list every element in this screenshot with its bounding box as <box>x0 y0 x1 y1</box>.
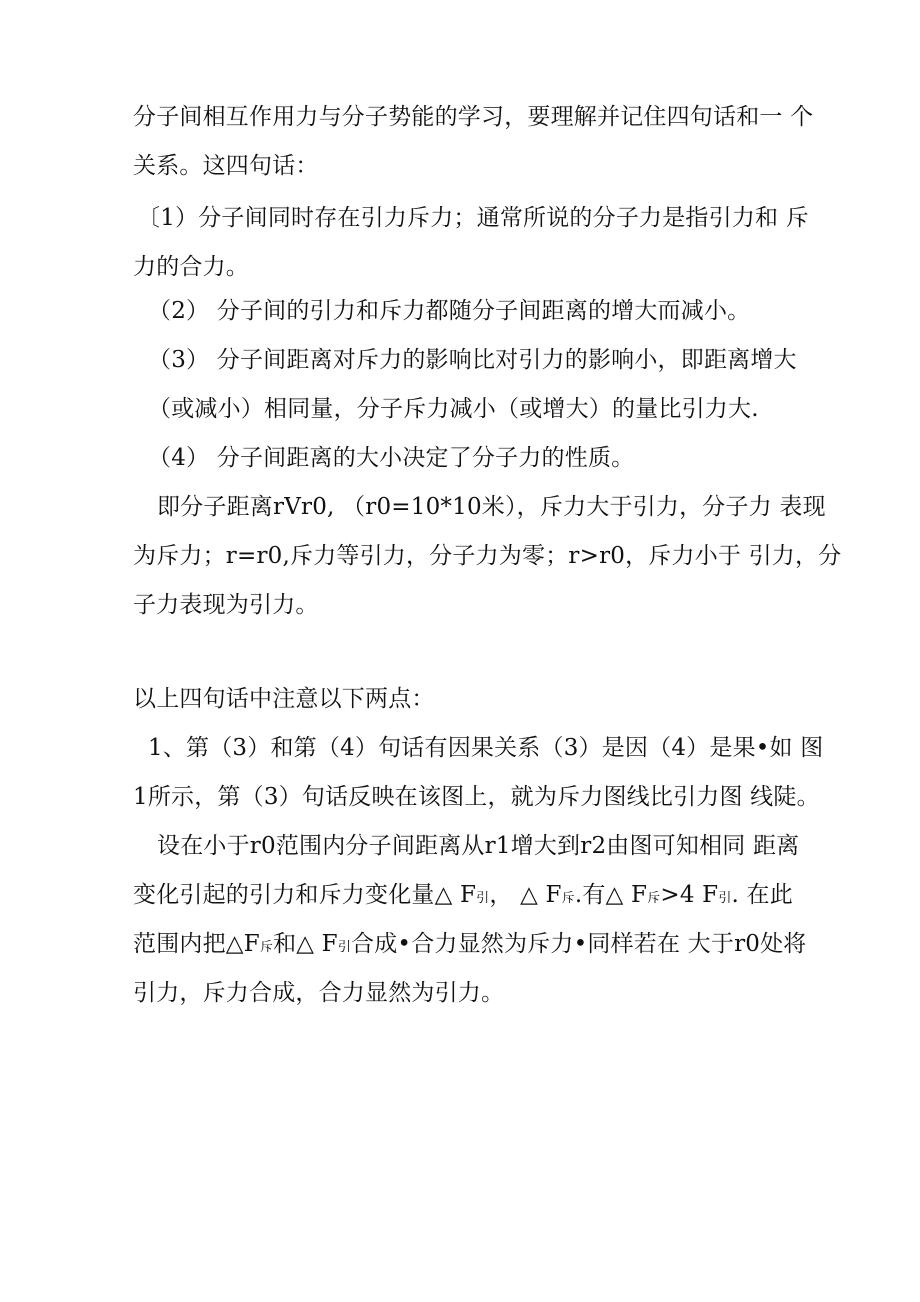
paragraph-line: （3） 分子间距离对斥力的影响比对引力的影响小，即距离增大 <box>148 347 797 373</box>
paragraph-line: 引力，斥力合成，合力显然为引力。 <box>133 980 505 1006</box>
paragraph-line: 即分子距离rVr0, （r0=10*10米），斥力大于引力，分子力 表现 <box>157 494 826 520</box>
paragraph-line: 以上四句话中注意以下两点： <box>133 686 435 712</box>
text-segment: 和△ F <box>273 931 338 957</box>
subscript: 引 <box>718 891 732 906</box>
paragraph-line: 子力表现为引力。 <box>133 592 319 618</box>
text-segment: 范围内把△F <box>133 931 260 957</box>
paragraph-line: 为斥力；r=r0,斥力等引力，分子力为零；r>r0，斥力小于 引力，分 <box>133 543 842 569</box>
paragraph-line: 〔1）分子间同时存在引力斥力；通常所说的分子力是指引力和 斥 <box>137 205 809 231</box>
text-segment: ， △ F <box>489 882 562 908</box>
subscript: 引 <box>476 891 490 906</box>
text-segment: .有△ F <box>574 882 648 908</box>
paragraph-line: 设在小于r0范围内分子间距离从r1增大到r2由图可知相同 距离 <box>157 833 800 859</box>
paragraph-line <box>133 880 793 914</box>
subscript: 斥 <box>561 891 575 906</box>
paragraph-line: （或减小）相同量，分子斥力减小（或增大）的量比引力大. <box>148 396 759 422</box>
subscript: 斥 <box>647 891 661 906</box>
subscript: 斥 <box>259 940 274 955</box>
text-segment: . 在此 <box>731 882 793 908</box>
paragraph-line: （2） 分子间的引力和斥力都随分子间距离的增大而减小。 <box>148 298 751 324</box>
paragraph-line: 分子间相互作用力与分子势能的学习，要理解并记住四句话和一 个 <box>133 104 814 130</box>
subscript: 引 <box>337 940 352 955</box>
text-segment: 合成•合力显然为斥力•同样若在 大于r0处将 <box>351 931 807 957</box>
paragraph-line: 1、第（3）和第（4）句话有因果关系（3）是因（4）是果•如 图 <box>148 735 824 761</box>
paragraph-line <box>133 929 807 963</box>
paragraph-line: （4） 分子间距离的大小决定了分子力的性质。 <box>148 445 635 471</box>
paragraph-line: 1所示，第（3）句话反映在该图上，就为斥力图线比引力图 线陡。 <box>133 784 820 810</box>
paragraph-line: 关系。这四句话： <box>133 153 319 179</box>
paragraph-line: 力的合力。 <box>133 254 249 280</box>
text-segment: 变化引起的引力和斥力变化量△ F <box>133 882 477 908</box>
text-segment: >4 F <box>660 882 719 908</box>
